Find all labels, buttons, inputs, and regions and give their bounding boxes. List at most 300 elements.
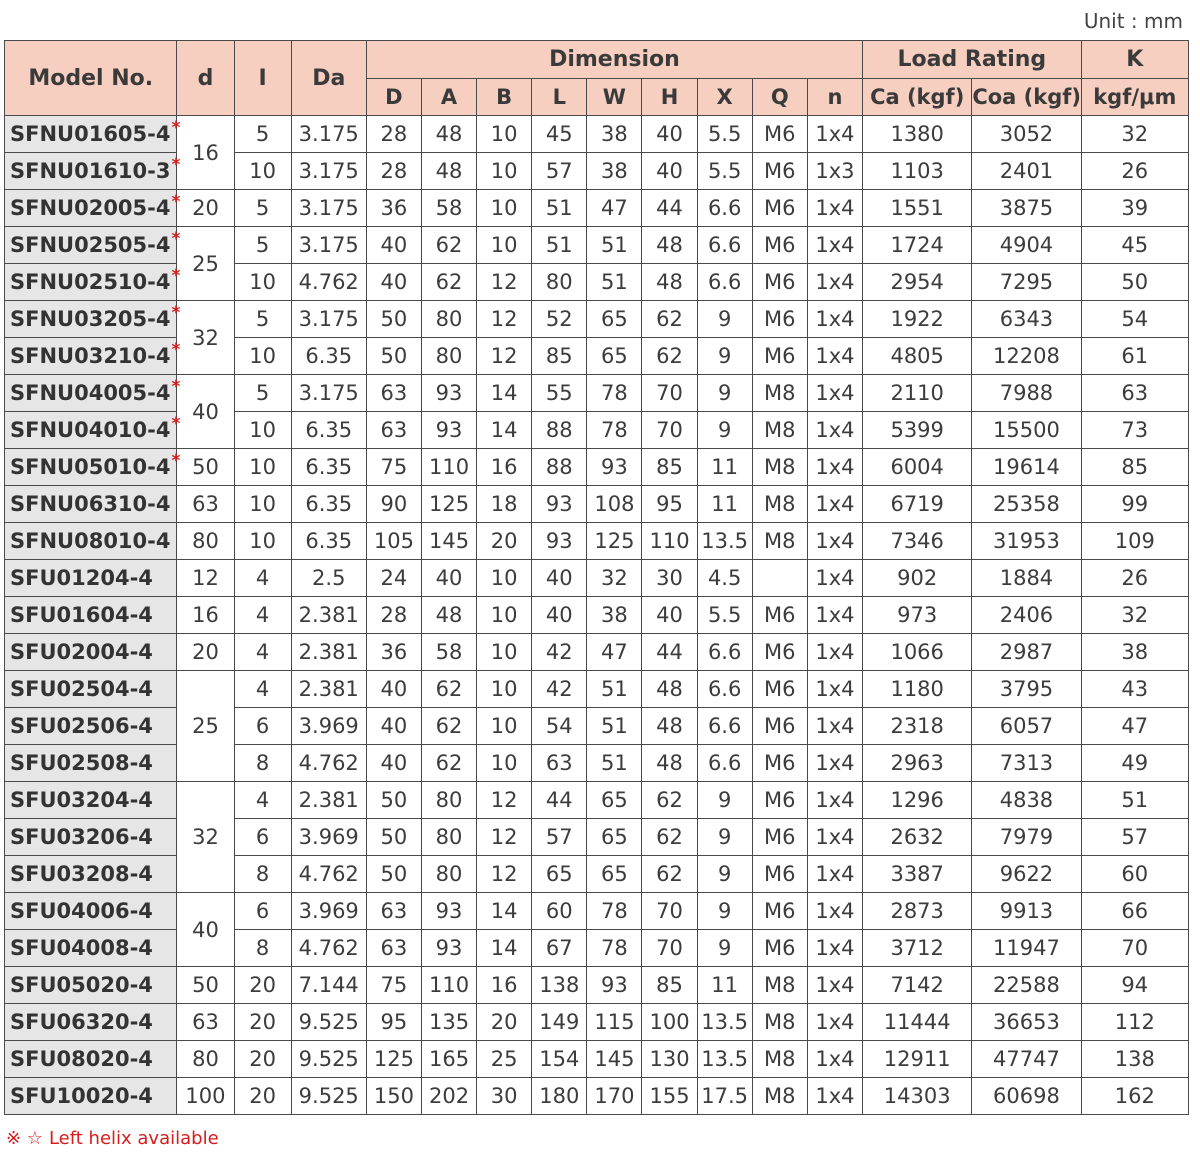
cell-d: 24 [366, 560, 421, 597]
table-row [5, 486, 1189, 523]
cell-d: 75 [366, 449, 421, 486]
table-row [5, 597, 1189, 634]
model-no: SFNU02505-4 [10, 233, 171, 257]
left-helix-star-icon: * [171, 229, 181, 249]
left-helix-star-icon: * [171, 340, 181, 360]
cell-d: 50 [366, 856, 421, 893]
cell-d: 50 [366, 782, 421, 819]
cell-da: 3.969 [291, 893, 366, 930]
cell-d: 40 [366, 708, 421, 745]
cell-a: 145 [421, 523, 476, 560]
model-no-cell [5, 856, 177, 893]
cell-i: 6 [234, 708, 291, 745]
cell-coa: 60698 [972, 1078, 1081, 1115]
cell-da: 3.175 [291, 116, 366, 153]
cell-b: 10 [477, 153, 532, 190]
cell-a: 62 [421, 264, 476, 301]
cell-ca: 1724 [863, 227, 972, 264]
shaft-diameter-cell: 32 [177, 782, 234, 893]
cell-n: 1x4 [807, 856, 862, 893]
model-no: SFNU01605-4 [10, 122, 171, 146]
cell-da: 7.144 [291, 967, 366, 1004]
cell-b: 20 [477, 523, 532, 560]
cell-w: 51 [587, 671, 642, 708]
cell-n: 1x4 [807, 227, 862, 264]
cell-x: 6.6 [697, 671, 752, 708]
cell-d: 40 [366, 671, 421, 708]
model-no-cell [5, 449, 181, 486]
model-no-cell [5, 745, 177, 782]
header-da: Da [291, 41, 366, 116]
cell-b: 10 [477, 708, 532, 745]
cell-w: 93 [587, 967, 642, 1004]
cell-i: 10 [234, 338, 291, 375]
cell-w: 78 [587, 412, 642, 449]
cell-d: 125 [366, 1041, 421, 1078]
cell-n: 1x3 [807, 153, 862, 190]
cell-i: 10 [234, 449, 291, 486]
cell-l: 51 [532, 227, 587, 264]
model-no: SFU04008-4 [10, 936, 153, 960]
cell-d: 40 [366, 745, 421, 782]
model-no: SFU01204-4 [10, 566, 153, 590]
cell-n: 1x4 [807, 893, 862, 930]
cell-h: 95 [642, 486, 697, 523]
cell-ca: 1180 [863, 671, 972, 708]
shaft-diameter-cell: 100 [177, 1078, 234, 1115]
cell-n: 1x4 [807, 745, 862, 782]
cell-coa: 36653 [972, 1004, 1081, 1041]
cell-ca: 7142 [863, 967, 972, 1004]
ballscrew-spec-table [4, 40, 1189, 1115]
header-i: I [234, 41, 291, 116]
shaft-diameter-cell: 80 [177, 1041, 234, 1078]
model-no: SFU02504-4 [10, 677, 153, 701]
cell-x: 6.6 [697, 227, 752, 264]
model-no: SFNU01610-3 [10, 159, 171, 183]
cell-k: 32 [1081, 597, 1188, 634]
cell-d: 150 [366, 1078, 421, 1115]
cell-q: M6 [752, 338, 807, 375]
table-row [5, 967, 1189, 1004]
cell-x: 11 [697, 449, 752, 486]
cell-h: 44 [642, 634, 697, 671]
cell-a: 40 [421, 560, 476, 597]
cell-h: 40 [642, 153, 697, 190]
cell-h: 85 [642, 449, 697, 486]
cell-w: 51 [587, 264, 642, 301]
cell-l: 80 [532, 264, 587, 301]
cell-da: 3.175 [291, 301, 366, 338]
model-no-cell [5, 560, 177, 597]
cell-l: 44 [532, 782, 587, 819]
cell-ca: 14303 [863, 1078, 972, 1115]
cell-ca: 2963 [863, 745, 972, 782]
cell-n: 1x4 [807, 301, 862, 338]
cell-q: M8 [752, 523, 807, 560]
header-k: K [1081, 41, 1188, 79]
model-no-cell [5, 671, 177, 708]
cell-w: 65 [587, 856, 642, 893]
cell-ca: 3712 [863, 930, 972, 967]
cell-a: 48 [421, 153, 476, 190]
cell-coa: 47747 [972, 1041, 1081, 1078]
cell-k: 50 [1081, 264, 1188, 301]
table-body [5, 116, 1189, 1115]
cell-l: 67 [532, 930, 587, 967]
cell-n: 1x4 [807, 412, 862, 449]
cell-da: 3.175 [291, 190, 366, 227]
cell-x: 13.5 [697, 1041, 752, 1078]
cell-w: 125 [587, 523, 642, 560]
cell-i: 20 [234, 1041, 291, 1078]
cell-da: 6.35 [291, 449, 366, 486]
cell-i: 8 [234, 930, 291, 967]
cell-b: 30 [477, 1078, 532, 1115]
cell-d: 28 [366, 597, 421, 634]
model-no-cell [5, 893, 177, 930]
cell-l: 63 [532, 745, 587, 782]
cell-k: 54 [1081, 301, 1188, 338]
cell-ca: 6719 [863, 486, 972, 523]
cell-da: 9.525 [291, 1078, 366, 1115]
shaft-diameter-cell: 25 [177, 227, 234, 301]
cell-l: 88 [532, 449, 587, 486]
cell-n: 1x4 [807, 782, 862, 819]
cell-i: 10 [234, 486, 291, 523]
cell-coa: 11947 [972, 930, 1081, 967]
cell-b: 10 [477, 745, 532, 782]
cell-q: M6 [752, 893, 807, 930]
cell-i: 4 [234, 560, 291, 597]
model-no-cell [5, 227, 181, 264]
cell-q: M8 [752, 412, 807, 449]
cell-d: 63 [366, 893, 421, 930]
table-row [5, 301, 1189, 338]
header-model-no: Model No. [5, 41, 177, 116]
shaft-diameter-cell: 32 [177, 301, 234, 375]
model-no-cell [5, 338, 181, 375]
left-helix-star-icon: * [171, 192, 181, 212]
cell-i: 5 [234, 227, 291, 264]
left-helix-star-icon: * [171, 303, 181, 323]
cell-q: M6 [752, 782, 807, 819]
table-row [5, 523, 1189, 560]
cell-w: 93 [587, 449, 642, 486]
header-dim-w: W [587, 79, 642, 116]
cell-q: M6 [752, 227, 807, 264]
shaft-diameter-cell: 40 [177, 893, 234, 967]
cell-a: 202 [421, 1078, 476, 1115]
cell-a: 93 [421, 893, 476, 930]
cell-l: 93 [532, 523, 587, 560]
cell-a: 125 [421, 486, 476, 523]
cell-w: 65 [587, 819, 642, 856]
cell-h: 40 [642, 116, 697, 153]
cell-d: 75 [366, 967, 421, 1004]
cell-da: 4.762 [291, 856, 366, 893]
cell-q: M6 [752, 190, 807, 227]
cell-l: 57 [532, 819, 587, 856]
cell-a: 135 [421, 1004, 476, 1041]
cell-x: 9 [697, 930, 752, 967]
cell-i: 6 [234, 893, 291, 930]
cell-coa: 31953 [972, 523, 1081, 560]
cell-x: 13.5 [697, 523, 752, 560]
cell-x: 17.5 [697, 1078, 752, 1115]
model-no: SFU10020-4 [10, 1084, 153, 1108]
model-no: SFNU08010-4 [10, 529, 171, 553]
cell-da: 2.381 [291, 782, 366, 819]
cell-k: 57 [1081, 819, 1188, 856]
cell-k: 26 [1081, 153, 1188, 190]
cell-h: 48 [642, 671, 697, 708]
header-dim-q: Q [752, 79, 807, 116]
cell-a: 80 [421, 338, 476, 375]
cell-da: 6.35 [291, 486, 366, 523]
model-no: SFU03208-4 [10, 862, 153, 886]
model-no-cell [5, 782, 177, 819]
cell-b: 10 [477, 671, 532, 708]
cell-i: 4 [234, 597, 291, 634]
cell-q: M8 [752, 967, 807, 1004]
model-no-cell [5, 486, 177, 523]
cell-coa: 2401 [972, 153, 1081, 190]
cell-da: 3.175 [291, 375, 366, 412]
table-row [5, 375, 1189, 412]
cell-i: 4 [234, 671, 291, 708]
cell-n: 1x4 [807, 708, 862, 745]
cell-n: 1x4 [807, 819, 862, 856]
cell-w: 65 [587, 301, 642, 338]
cell-w: 47 [587, 634, 642, 671]
cell-l: 93 [532, 486, 587, 523]
left-helix-star-icon: * [171, 451, 181, 471]
cell-n: 1x4 [807, 967, 862, 1004]
shaft-diameter-cell: 16 [177, 597, 234, 634]
cell-w: 51 [587, 745, 642, 782]
cell-coa: 4838 [972, 782, 1081, 819]
cell-w: 38 [587, 116, 642, 153]
shaft-diameter-cell: 50 [177, 449, 234, 486]
cell-l: 65 [532, 856, 587, 893]
cell-a: 165 [421, 1041, 476, 1078]
model-no-cell [5, 708, 177, 745]
cell-b: 20 [477, 1004, 532, 1041]
cell-w: 115 [587, 1004, 642, 1041]
cell-ca: 2110 [863, 375, 972, 412]
cell-ca: 7346 [863, 523, 972, 560]
cell-q: M8 [752, 449, 807, 486]
table-row [5, 893, 1189, 930]
cell-ca: 11444 [863, 1004, 972, 1041]
table-row [5, 634, 1189, 671]
cell-a: 80 [421, 782, 476, 819]
cell-x: 5.5 [697, 597, 752, 634]
cell-q: M6 [752, 153, 807, 190]
cell-q: M6 [752, 671, 807, 708]
cell-q: M6 [752, 856, 807, 893]
cell-w: 65 [587, 782, 642, 819]
cell-i: 10 [234, 153, 291, 190]
cell-w: 51 [587, 227, 642, 264]
cell-b: 18 [477, 486, 532, 523]
cell-d: 63 [366, 930, 421, 967]
cell-n: 1x4 [807, 1004, 862, 1041]
header-dim-h: H [642, 79, 697, 116]
cell-b: 12 [477, 782, 532, 819]
cell-x: 9 [697, 301, 752, 338]
cell-da: 4.762 [291, 930, 366, 967]
cell-i: 20 [234, 967, 291, 1004]
cell-ca: 4805 [863, 338, 972, 375]
cell-h: 40 [642, 597, 697, 634]
cell-d: 36 [366, 634, 421, 671]
cell-k: 49 [1081, 745, 1188, 782]
model-no-cell [5, 1078, 177, 1115]
shaft-diameter-cell: 80 [177, 523, 234, 560]
cell-ca: 2954 [863, 264, 972, 301]
cell-k: 45 [1081, 227, 1188, 264]
cell-n: 1x4 [807, 190, 862, 227]
shaft-diameter-cell: 20 [177, 634, 234, 671]
shaft-diameter-cell: 20 [177, 190, 234, 227]
cell-d: 40 [366, 264, 421, 301]
cell-coa: 7988 [972, 375, 1081, 412]
model-no: SFNU02510-4 [10, 270, 171, 294]
cell-x: 6.6 [697, 745, 752, 782]
cell-h: 100 [642, 1004, 697, 1041]
cell-d: 50 [366, 819, 421, 856]
cell-b: 12 [477, 338, 532, 375]
cell-l: 54 [532, 708, 587, 745]
cell-coa: 7979 [972, 819, 1081, 856]
model-no-cell [5, 634, 177, 671]
cell-x: 6.6 [697, 190, 752, 227]
cell-w: 145 [587, 1041, 642, 1078]
cell-k: 138 [1081, 1041, 1188, 1078]
cell-ca: 3387 [863, 856, 972, 893]
cell-i: 5 [234, 301, 291, 338]
cell-a: 110 [421, 449, 476, 486]
cell-q: M8 [752, 486, 807, 523]
cell-ca: 973 [863, 597, 972, 634]
cell-da: 9.525 [291, 1041, 366, 1078]
cell-coa: 3052 [972, 116, 1081, 153]
cell-i: 6 [234, 819, 291, 856]
cell-w: 38 [587, 153, 642, 190]
model-no-cell [5, 375, 181, 412]
model-no-cell [5, 412, 181, 449]
cell-a: 48 [421, 116, 476, 153]
model-no: SFNU03205-4 [10, 307, 171, 331]
cell-b: 10 [477, 190, 532, 227]
model-no-cell [5, 523, 177, 560]
cell-h: 62 [642, 819, 697, 856]
model-no: SFNU06310-4 [10, 492, 171, 516]
cell-coa: 3875 [972, 190, 1081, 227]
cell-h: 70 [642, 930, 697, 967]
model-no-cell [5, 190, 181, 227]
cell-d: 28 [366, 153, 421, 190]
cell-l: 40 [532, 560, 587, 597]
cell-coa: 2987 [972, 634, 1081, 671]
cell-i: 10 [234, 264, 291, 301]
cell-da: 4.762 [291, 264, 366, 301]
cell-coa: 7295 [972, 264, 1081, 301]
cell-l: 45 [532, 116, 587, 153]
cell-k: 47 [1081, 708, 1188, 745]
cell-da: 3.969 [291, 708, 366, 745]
cell-k: 66 [1081, 893, 1188, 930]
header-dim-d: D [366, 79, 421, 116]
cell-a: 80 [421, 819, 476, 856]
model-no: SFU02004-4 [10, 640, 153, 664]
cell-l: 60 [532, 893, 587, 930]
model-no: SFU02508-4 [10, 751, 153, 775]
shaft-diameter-cell: 63 [177, 1004, 234, 1041]
cell-da: 4.762 [291, 745, 366, 782]
model-no-cell [5, 819, 177, 856]
cell-h: 85 [642, 967, 697, 1004]
cell-k: 162 [1081, 1078, 1188, 1115]
cell-q: M6 [752, 597, 807, 634]
model-no: SFNU04005-4 [10, 381, 171, 405]
cell-coa: 25358 [972, 486, 1081, 523]
model-no: SFNU03210-4 [10, 344, 171, 368]
model-no: SFNU04010-4 [10, 418, 171, 442]
cell-w: 65 [587, 338, 642, 375]
table-row [5, 782, 1189, 819]
cell-i: 4 [234, 782, 291, 819]
cell-b: 16 [477, 967, 532, 1004]
cell-i: 20 [234, 1078, 291, 1115]
cell-d: 36 [366, 190, 421, 227]
cell-x: 6.6 [697, 264, 752, 301]
cell-h: 62 [642, 782, 697, 819]
cell-l: 40 [532, 597, 587, 634]
cell-x: 4.5 [697, 560, 752, 597]
cell-k: 60 [1081, 856, 1188, 893]
cell-a: 62 [421, 227, 476, 264]
cell-n: 1x4 [807, 486, 862, 523]
cell-b: 12 [477, 264, 532, 301]
shaft-diameter-cell: 12 [177, 560, 234, 597]
cell-da: 6.35 [291, 338, 366, 375]
cell-h: 70 [642, 412, 697, 449]
shaft-diameter-cell: 25 [177, 671, 234, 782]
model-no: SFU03206-4 [10, 825, 153, 849]
left-helix-star-icon: * [171, 155, 181, 175]
cell-ca: 6004 [863, 449, 972, 486]
cell-l: 52 [532, 301, 587, 338]
model-no: SFNU02005-4 [10, 196, 171, 220]
cell-b: 10 [477, 227, 532, 264]
model-no: SFU08020-4 [10, 1047, 153, 1071]
cell-b: 25 [477, 1041, 532, 1078]
cell-w: 170 [587, 1078, 642, 1115]
cell-da: 2.381 [291, 597, 366, 634]
cell-b: 12 [477, 856, 532, 893]
cell-ca: 2873 [863, 893, 972, 930]
header-dim-a: A [421, 79, 476, 116]
cell-n: 1x4 [807, 671, 862, 708]
cell-h: 30 [642, 560, 697, 597]
cell-i: 5 [234, 116, 291, 153]
cell-l: 154 [532, 1041, 587, 1078]
cell-da: 3.175 [291, 227, 366, 264]
cell-h: 62 [642, 856, 697, 893]
